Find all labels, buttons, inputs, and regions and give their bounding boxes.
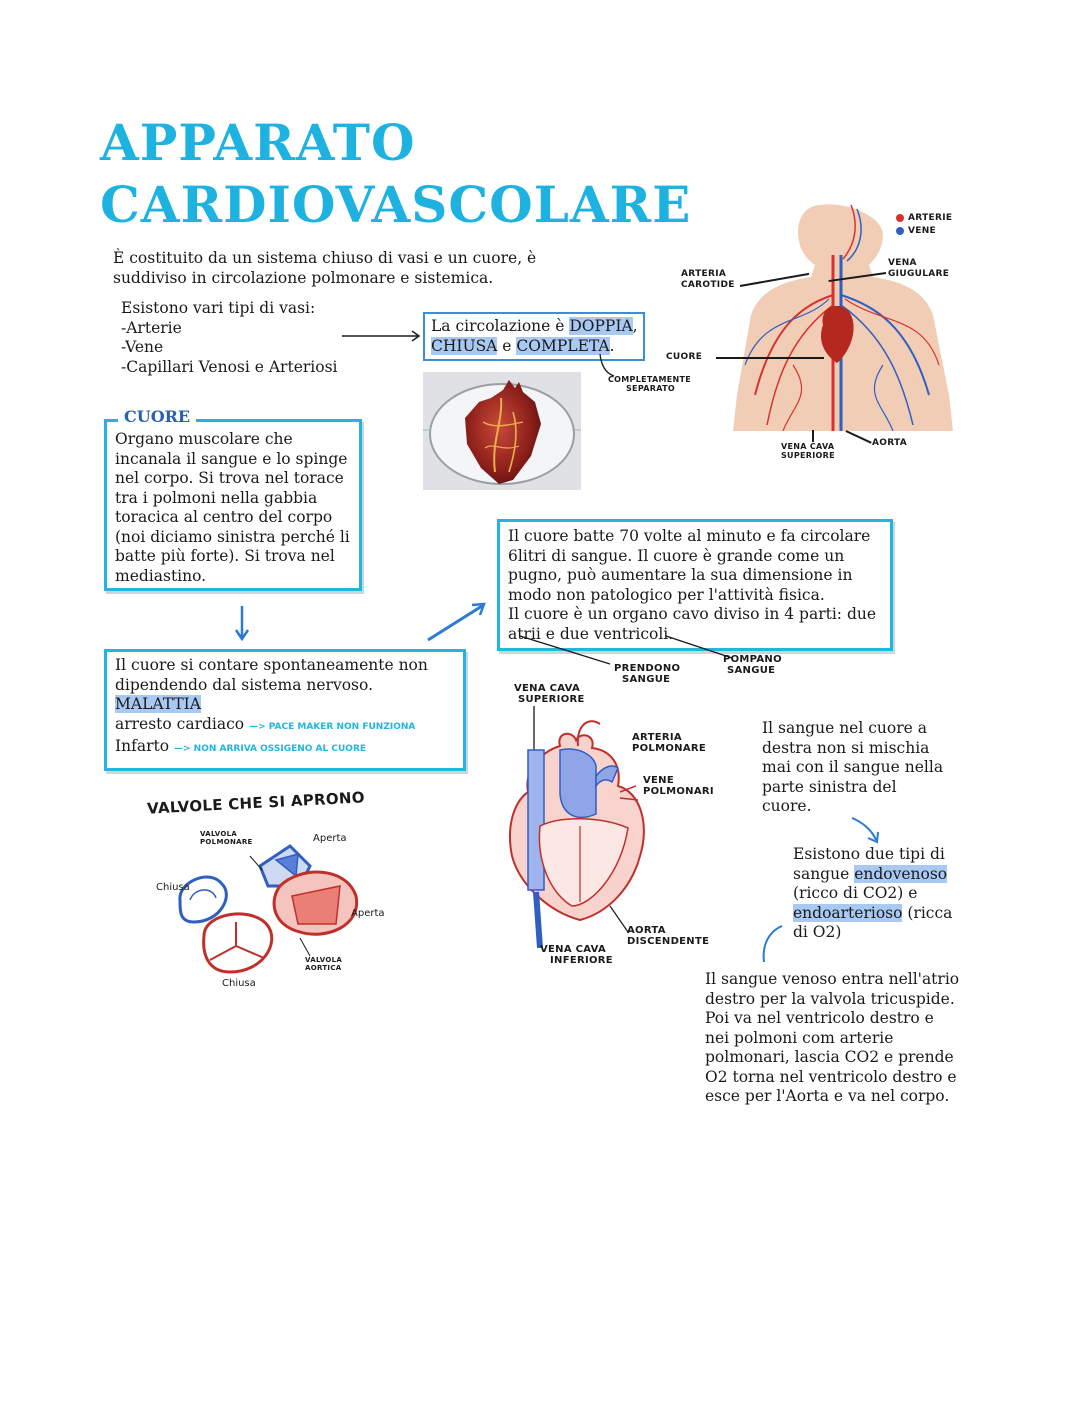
venous-line-1: Il sangue venoso entra nell'atrio — [705, 970, 960, 988]
heart-photo — [423, 372, 581, 490]
label-vena-cava-superiore-body — [781, 442, 835, 460]
page-title — [100, 112, 691, 236]
cuore-line-6: (noi diciamo sinistra perché li — [115, 527, 350, 546]
blood-mix-text — [762, 719, 943, 817]
vessel-item-capillari: -Capillari Venosi e Arteriosi — [121, 357, 338, 376]
legend-vene — [896, 225, 952, 238]
intro-line-2: suddiviso in circolazione polmonare e sistemica. — [113, 268, 494, 287]
label-arteria-carotide-1: ARTERIA — [681, 269, 727, 279]
vene-polm-2: POLMONARI — [643, 786, 714, 797]
heart-illustration-icon — [423, 372, 581, 490]
arteria-polm-2: POLMONARE — [632, 743, 706, 754]
body-legend — [896, 212, 952, 238]
curved-arrow-icon — [848, 814, 884, 846]
label-arteria-polmonare — [632, 732, 706, 754]
blood-mix-line-5: cuore. — [762, 797, 812, 815]
vene-polm-1: VENE — [643, 775, 674, 786]
vessel-item-arterie: -Arterie — [121, 318, 182, 337]
intro-line-1: È costituito da un sistema chiuso di vasi e un cuore, è — [113, 249, 537, 267]
venous-line-2: destro per la valvola tricuspide. — [705, 989, 955, 1008]
blood-types-text — [793, 845, 952, 943]
blood-mix-line-1: Il sangue nel cuore a — [762, 719, 927, 737]
circulation-dot: . — [609, 336, 615, 355]
blood-mix-line-4: parte sinistra del — [762, 777, 897, 796]
vessels-list — [121, 299, 337, 377]
pompano-line-1: POMPANO — [723, 654, 782, 665]
circulation-prefix: La circolazione è — [431, 317, 570, 335]
vessel-item-vene: -Vene — [121, 338, 164, 356]
label-valvola-polmonare — [200, 830, 253, 846]
valvola-polmonare-1: VALVOLA — [200, 830, 238, 838]
note-line-1: COMPLETAMENTE — [608, 375, 692, 384]
vessels-heading: Esistono vari tipi di vasi: — [121, 299, 316, 317]
venous-line-5: polmonari, lascia CO2 e prende — [705, 1048, 954, 1066]
pompano-line-2: SANGUE — [727, 665, 776, 676]
blood-mix-line-3: mai con il sangue nella — [762, 758, 944, 776]
arresto-label: arresto cardiaco — [115, 714, 245, 733]
legend-arterie-label: ARTERIE — [908, 213, 953, 223]
blue-dot-icon — [896, 227, 904, 235]
valvola-aortica-1: VALVOLA — [305, 956, 343, 964]
label-arteria-carotide-2: CAROTIDE — [681, 280, 735, 290]
venous-line-6: O2 torna nel ventricolo destro e — [705, 1067, 957, 1086]
cuore-line-3: nel corpo. Si trova nel torace — [115, 469, 344, 487]
blood-mix-line-2: destra non si mischia — [762, 738, 930, 757]
highlight-doppia: DOPPIA — [569, 317, 633, 335]
cuore-line-2: incanala il sangue e lo spinge — [115, 449, 348, 468]
pointer-line — [846, 430, 872, 443]
valvola-aortica-2: AORTICA — [305, 964, 342, 972]
legend-arterie — [896, 212, 952, 225]
label-pompano-sangue — [723, 654, 782, 676]
label-aorta-discendente — [627, 925, 709, 947]
cuore-box — [104, 419, 362, 591]
blood-types-line-3: (ricco di CO2) e — [793, 884, 918, 902]
label-vena-giugulare-1: VENA — [888, 258, 917, 268]
blood-types-line-2: sangue — [793, 864, 855, 883]
cuore-line-1: Organo muscolare che — [115, 430, 293, 448]
note-line-2: SEPARATO — [626, 384, 675, 393]
label-vena-giugulare-2: GIUGULARE — [888, 269, 950, 279]
label-valvola-aortica — [305, 956, 342, 972]
label-chiusa-left: Chiusa — [156, 882, 190, 893]
blood-types-line-5: di O2) — [793, 923, 842, 941]
infarto-label: Infarto — [115, 737, 170, 755]
label-vene-polmonari — [643, 775, 714, 797]
vena-cava-sup-1: VENA CAVA — [514, 683, 581, 694]
venous-line-4: nei polmoni com arterie — [705, 1028, 894, 1047]
arteria-polm-1: ARTERIA — [632, 732, 682, 743]
contraction-box — [104, 649, 466, 771]
circulation-comma: , — [632, 317, 638, 335]
circulation-and: e — [497, 336, 517, 355]
intro-text — [113, 249, 536, 288]
highlight-endoarterioso: endoarterioso — [793, 903, 903, 922]
facts-line-4: modo non patologico per l'attività fisica. — [508, 585, 825, 604]
curved-arrow-left-icon — [758, 922, 788, 968]
facts-line-5: Il cuore è un organo cavo diviso in 4 parti: due — [508, 605, 877, 623]
prendono-line-1: PRENDONO — [614, 663, 681, 674]
label-vena-cava-inferiore — [540, 944, 613, 966]
cuore-line-7: batte più forte). Si trova nel — [115, 547, 335, 565]
label-chiusa-bottom: Chiusa — [222, 978, 256, 989]
vena-cava-inf-2: INFERIORE — [550, 955, 613, 966]
pointer-line — [812, 430, 814, 442]
arrow-down-icon — [232, 604, 252, 644]
title-line-1: APPARATO — [100, 113, 416, 172]
valves-title: VALVOLE CHE SI APRONO — [146, 788, 366, 818]
venous-path-text — [705, 970, 959, 1107]
pointer-line — [716, 357, 824, 359]
label-vena-giugulare — [888, 258, 949, 280]
facts-line-6: atrii e due ventricoli. — [508, 624, 674, 643]
cuore-line-8: mediastino. — [115, 566, 207, 585]
label-vena-cava-superiore — [514, 683, 585, 705]
aorta-disc-1: AORTA — [627, 925, 666, 936]
arrow-right-icon — [340, 328, 425, 344]
valvola-polmonare-2: POLMONARE — [200, 838, 253, 846]
highlight-completa: COMPLETA — [516, 336, 610, 355]
facts-line-3: pugno, può aumentare la sua dimensione in — [508, 566, 853, 584]
contraction-line-2: dipendendo dal sistema nervoso. — [115, 675, 373, 694]
label-cuore: CUORE — [666, 352, 703, 362]
cuore-section-tag: CUORE — [118, 407, 196, 426]
arrow-diagonal-icon — [424, 600, 488, 644]
vena-cava-inf-1: VENA CAVA — [540, 944, 607, 955]
label-aperta-top: Aperta — [313, 833, 347, 844]
infarto-note: —> NON ARRIVA OSSIGENO AL CUORE — [174, 744, 367, 754]
blood-types-line-1: Esistono due tipi di — [793, 845, 945, 863]
facts-line-1: Il cuore batte 70 volte al minuto e fa circolare — [508, 527, 871, 545]
facts-line-2: 6litri di sangue. Il cuore è grande come un — [508, 546, 845, 565]
blood-types-line-4: (ricca — [902, 903, 953, 922]
cuore-line-5: toracica al centro del corpo — [115, 508, 333, 526]
venous-line-3: Poi va nel ventricolo destro e — [705, 1009, 934, 1027]
red-dot-icon — [896, 214, 904, 222]
vena-cava-sup-2: SUPERIORE — [518, 694, 585, 705]
title-line-2: CARDIOVASCOLARE — [100, 175, 692, 234]
legend-vene-label: VENE — [908, 226, 936, 236]
label-aorta-body: AORTA — [872, 438, 908, 448]
prendono-line-2: SANGUE — [622, 674, 671, 685]
aorta-disc-2: DISCENDENTE — [627, 936, 710, 947]
label-arteria-carotide — [681, 269, 735, 291]
highlight-malattia: MALATTIA — [115, 695, 201, 713]
highlight-endovenoso: endovenoso — [854, 864, 948, 883]
completamente-separato-note — [608, 375, 691, 393]
label-vena-cava-1: VENA CAVA — [781, 442, 835, 451]
highlight-chiusa: CHIUSA — [431, 336, 498, 355]
label-vena-cava-2: SUPERIORE — [781, 451, 835, 460]
cuore-line-4: tra i polmoni nella gabbia — [115, 488, 318, 507]
venous-line-7: esce per l'Aorta e va nel corpo. — [705, 1087, 950, 1105]
arresto-note: —> PACE MAKER NON FUNZIONA — [249, 721, 416, 732]
label-prendono-sangue — [614, 663, 680, 685]
label-aperta-right: Aperta — [351, 908, 385, 919]
contraction-line-1: Il cuore si contare spontaneamente non — [115, 656, 428, 674]
